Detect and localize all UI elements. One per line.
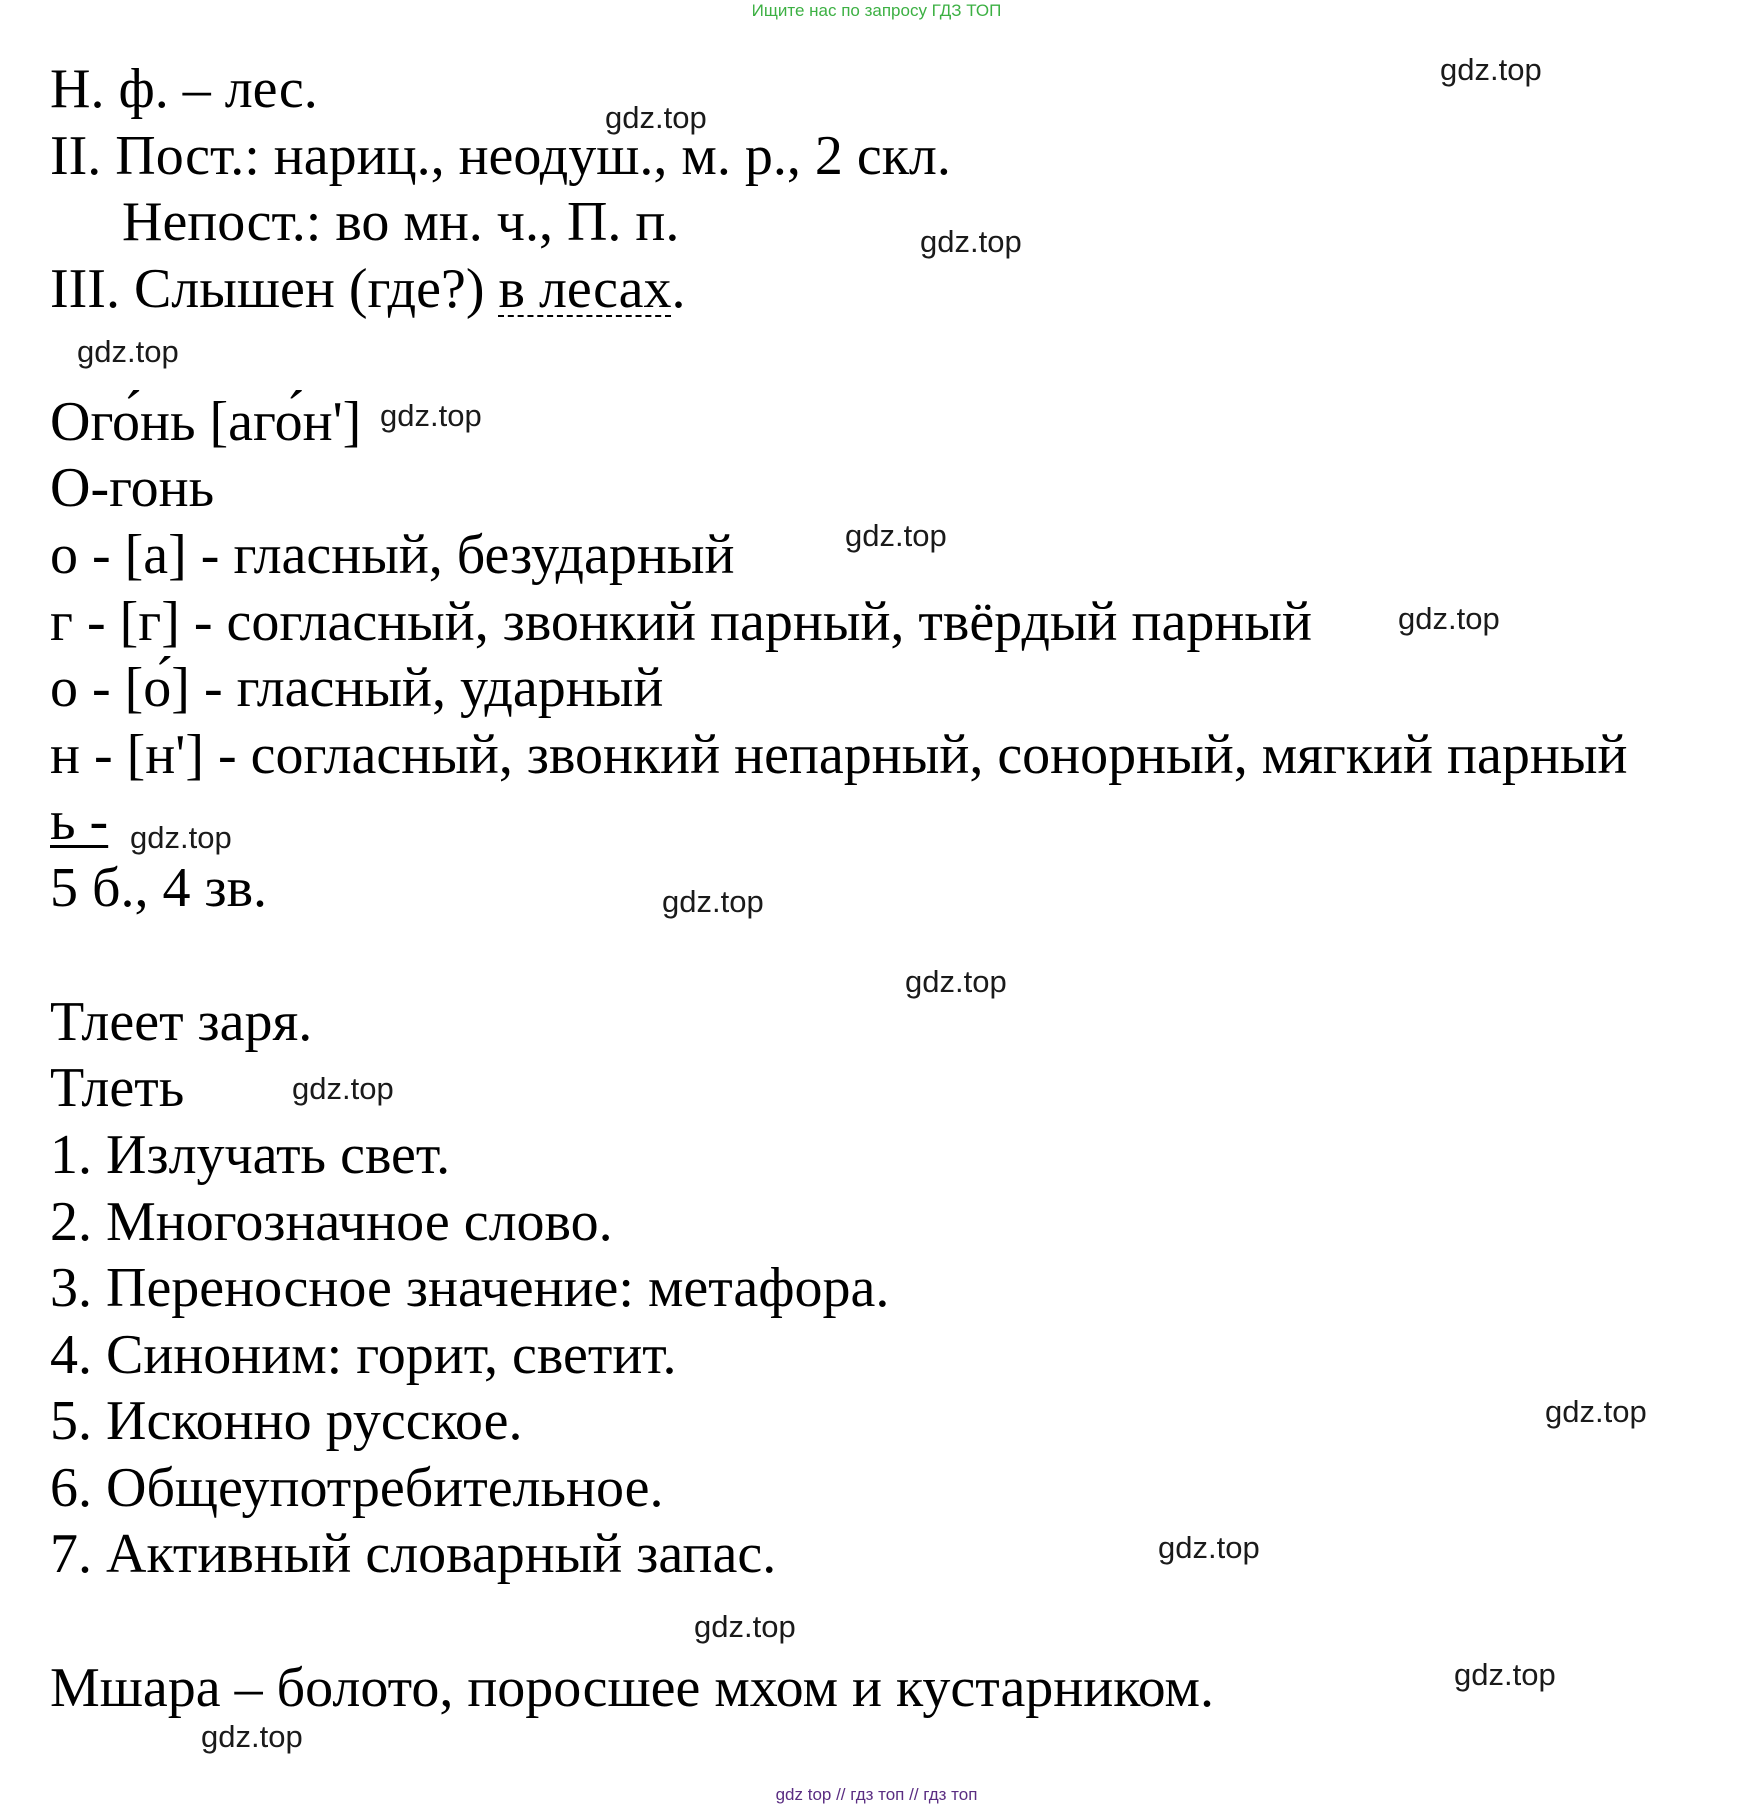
syntax-role-suffix: . <box>671 258 686 320</box>
watermark: gdz.top <box>380 398 482 433</box>
definition-line: Мшара – болото, поросшее мхом и кустарником. <box>50 1657 1214 1719</box>
variable-features-line: Непост.: во мн. ч., П. п. <box>122 191 680 253</box>
watermark: gdz.top <box>845 518 947 553</box>
top-banner: Ищите нас по запросу ГДЗ ТОП <box>751 1 1002 20</box>
watermark: gdz.top <box>201 1719 303 1754</box>
watermark: gdz.top <box>1158 1530 1260 1565</box>
soft-sign: ь - <box>50 790 109 852</box>
letters-sounds-count: 5 б., 4 зв. <box>50 857 268 919</box>
syntax-role-underlined: в лесах <box>498 258 672 320</box>
watermark: gdz.top <box>130 820 232 855</box>
phrase-line: Тлеет заря. <box>50 991 313 1053</box>
lexical-item-4: 4. Синоним: горит, светит. <box>50 1324 677 1386</box>
watermark: gdz.top <box>920 224 1022 259</box>
syntax-role-line <box>50 257 686 321</box>
syntax-role-prefix: III. Слышен (где?) <box>50 258 499 320</box>
watermark: gdz.top <box>1440 52 1542 87</box>
bottom-banner: gdz top // гдз топ // гдз топ <box>775 1785 978 1804</box>
syllable-split: О-гонь <box>50 457 215 519</box>
lexical-item-1: 1. Излучать свет. <box>50 1124 451 1186</box>
watermark: gdz.top <box>605 100 707 135</box>
lexical-item-7: 7. Активный словарный запас. <box>50 1523 777 1585</box>
watermark: gdz.top <box>905 964 1007 999</box>
sound-line-4: н - [н'] - согласный, звонкий непарный, сонорный, мягкий парный <box>50 724 1628 786</box>
watermark: gdz.top <box>292 1071 394 1106</box>
lexical-item-3: 3. Переносное значение: метафора. <box>50 1257 890 1319</box>
lexical-item-5: 5. Исконно русское. <box>50 1390 523 1452</box>
sound-line-1: о - [а] - гласный, безударный <box>50 524 735 586</box>
lexical-item-6: 6. Общеупотребительное. <box>50 1457 664 1519</box>
constant-features-line: II. Пост.: нариц., неодуш., м. р., 2 скл. <box>50 125 951 187</box>
sound-line-2: г - [г] - согласный, звонкий парный, твёрдый парный <box>50 591 1312 653</box>
soft-sign-line <box>50 789 108 853</box>
initial-form-line: Н. ф. – лес. <box>50 58 318 120</box>
lexical-item-2: 2. Многозначное слово. <box>50 1191 613 1253</box>
phonetic-title: Ого́нь [аго́н'] <box>50 391 362 453</box>
watermark: gdz.top <box>662 884 764 919</box>
watermark: gdz.top <box>77 334 179 369</box>
watermark: gdz.top <box>1398 601 1500 636</box>
sound-line-3: о - [о́] - гласный, ударный <box>50 657 664 719</box>
lexical-word: Тлеть <box>50 1057 185 1119</box>
watermark: gdz.top <box>694 1609 796 1644</box>
watermark: gdz.top <box>1454 1657 1556 1692</box>
watermark: gdz.top <box>1545 1394 1647 1429</box>
